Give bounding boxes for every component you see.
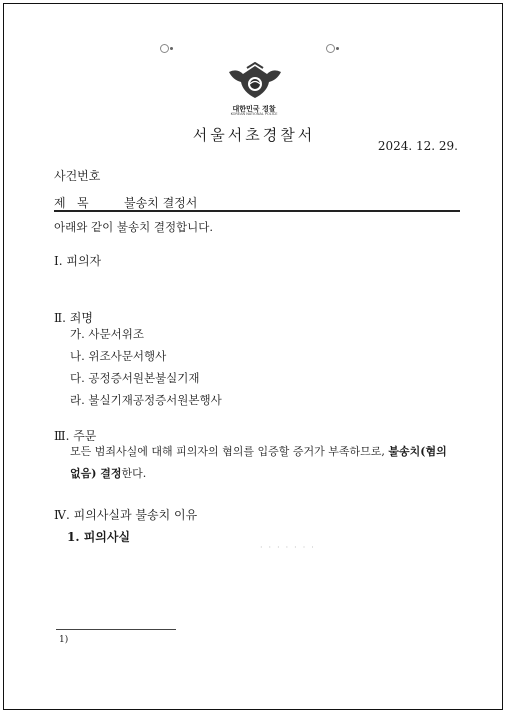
title-label: 제 목	[54, 196, 89, 210]
decision-date: 2024. 12. 29.	[377, 139, 458, 153]
section-reasons-heading: Ⅳ. 피의사실과 불송치 이유	[54, 508, 198, 522]
emblem-subcaption: KOREAN NATIONAL POLICE	[230, 112, 278, 116]
list-item: 가. 사문서위조	[70, 327, 144, 341]
disposition-text: 모든 범죄사실에 대해 피의자의 혐의를 입증할 증거가 부족하므로,	[70, 445, 385, 458]
title-underline	[54, 210, 460, 212]
subsection-heading: 1. 피의사실	[67, 530, 131, 544]
police-emblem-icon	[227, 62, 283, 102]
punch-hole	[160, 44, 169, 53]
list-item: 다. 공정증서원본불실기재	[70, 371, 200, 385]
punch-hole	[326, 44, 335, 53]
document-page	[3, 3, 503, 710]
disposition-emphasis: 없음) 결정	[70, 467, 122, 480]
intro-text: 아래와 같이 불송치 결정합니다.	[54, 220, 214, 234]
title-value: 불송치 결정서	[124, 196, 198, 210]
list-item: 나. 위조사문서행사	[70, 349, 167, 363]
section-disposition-heading: Ⅲ. 주문	[54, 429, 97, 443]
emblem-caption: 대한민국 경찰	[232, 105, 276, 113]
charges-list	[70, 323, 480, 411]
footnote-marker: 1)	[59, 635, 69, 645]
section-charges-heading: Ⅱ. 죄명	[54, 311, 93, 325]
case-number-label: 사건번호	[54, 169, 101, 183]
police-station-name: 서울서초경찰서	[192, 126, 316, 144]
section-suspect-heading: Ⅰ. 피의자	[54, 254, 102, 268]
disposition-text: 한다.	[121, 467, 147, 480]
list-item: 라. 불실기재공정증서원본행사	[70, 393, 222, 407]
disposition-emphasis: 불송치(혐의	[388, 445, 447, 458]
scan-artifact: ·······	[260, 543, 320, 552]
footnote-rule	[56, 629, 176, 630]
disposition-paragraph	[70, 441, 470, 485]
